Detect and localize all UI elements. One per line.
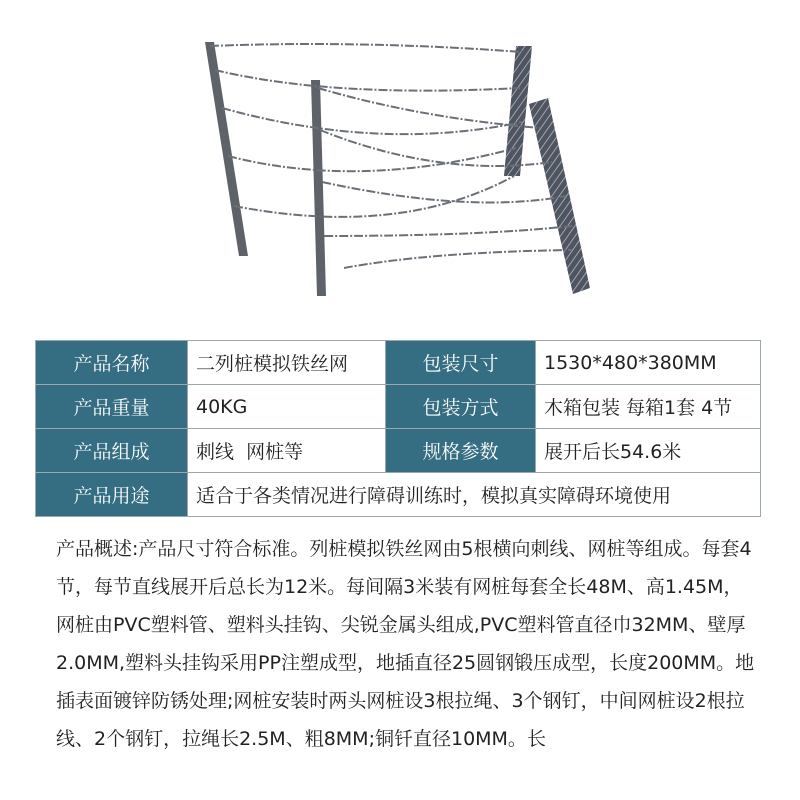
- spec-value-product-name: 二列桩模拟铁丝网: [188, 341, 386, 385]
- spec-table: [35, 340, 761, 517]
- spec-label-product-name: 产品名称: [36, 341, 188, 385]
- barbed-wire-fence-illustration: [0, 0, 800, 338]
- table-row: [36, 341, 761, 385]
- spec-label-usage: 产品用途: [36, 473, 188, 517]
- spec-label-parameters: 规格参数: [386, 429, 536, 473]
- table-row: [36, 429, 761, 473]
- spec-label-composition: 产品组成: [36, 429, 188, 473]
- spec-label-weight: 产品重量: [36, 385, 188, 429]
- spec-value-parameters: 展开后长54.6米: [536, 429, 761, 473]
- table-row: [36, 385, 761, 429]
- spec-value-package-size: 1530*480*380MM: [536, 341, 761, 385]
- product-description: 产品概述:产品尺寸符合标准。列桩模拟铁丝网由5根横向刺线、网桩等组成。每套4节，每节直线展开后总长为12米。每间隔3米装有网桩每套全长48M、高1.45M，网桩由PVC塑料管、塑料头挂钩、尖锐金属头组成,PVC塑料管直径巾32MM、壁厚2.0MM,塑料头挂钩采用PP注塑成型，地插直径25圆钢锻压成型，长度200MM。地插表面镀锌防锈处理;网桩安装时两头网桩设3根拉绳、3个钢钉，中间网桩设2根拉线、2个钢钉，拉绳长2.5M、粗8MM;铜钎直径10MM。长: [56, 538, 755, 750]
- spec-label-package-size: 包装尺寸: [386, 341, 536, 385]
- spec-value-usage: 适合于各类情况进行障碍训练时，模拟真实障碍环境使用: [188, 473, 761, 517]
- table-row: [36, 473, 761, 517]
- spec-value-weight: 40KG: [188, 385, 386, 429]
- spec-label-packing-method: 包装方式: [386, 385, 536, 429]
- spec-value-composition: 刺线 网桩等: [188, 429, 386, 473]
- spec-value-packing-method: 木箱包装 每箱1套 4节: [536, 385, 761, 429]
- wire-coils: [504, 46, 590, 294]
